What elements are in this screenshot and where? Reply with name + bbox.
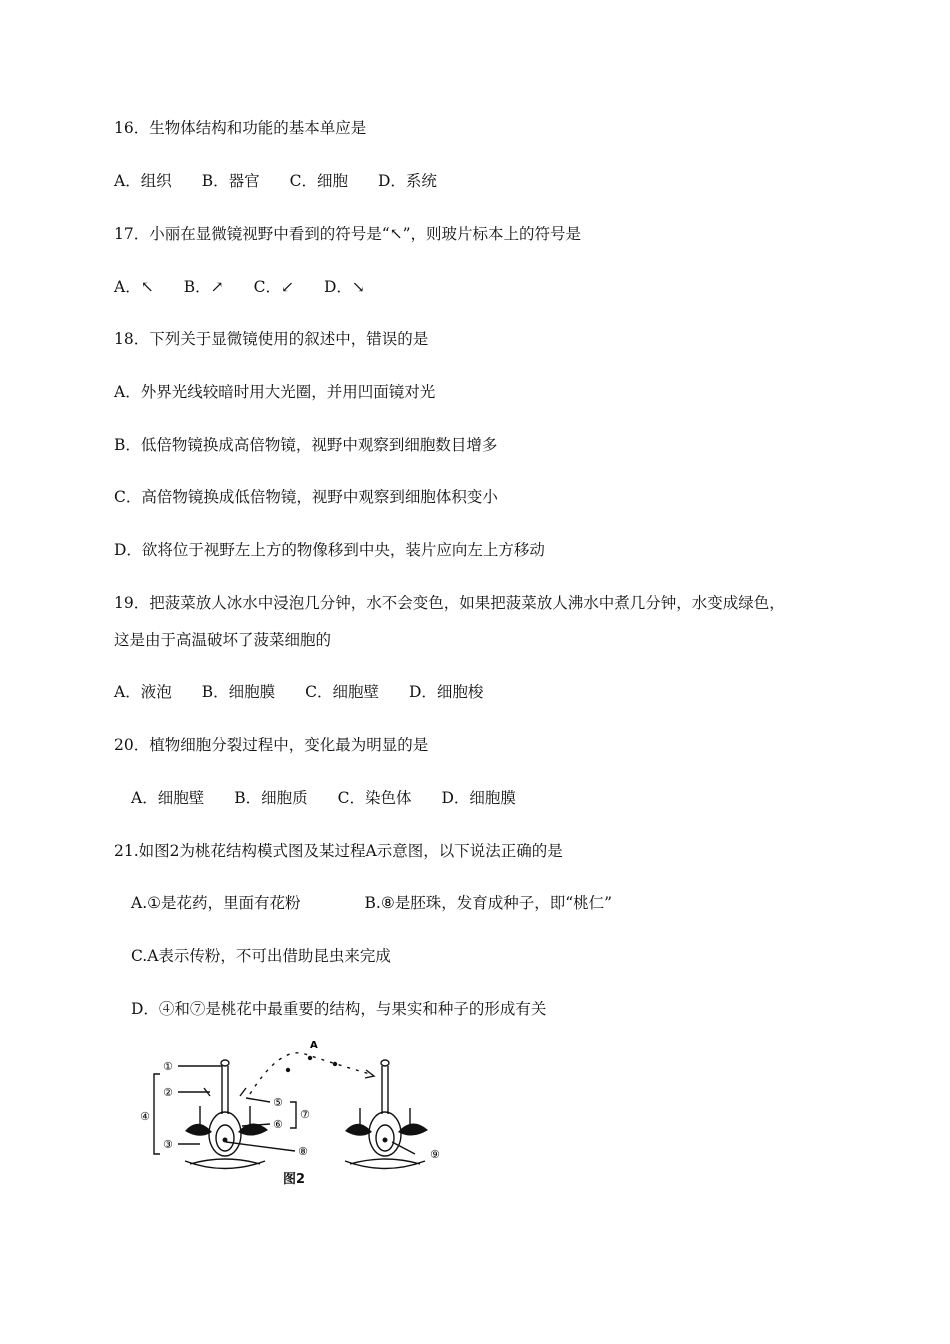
question-21-option-d[interactable]: D．④和⑦是桃花中最重要的结构，与果实和种子的形成有关: [131, 1000, 547, 1018]
option-c[interactable]: C．细胞: [289, 172, 348, 190]
option-a[interactable]: A．液泡: [114, 683, 172, 701]
option-d[interactable]: D．细胞梭: [408, 683, 484, 701]
label-2: ②: [163, 1086, 173, 1099]
question-21-option-c[interactable]: C.A表示传粉，不可出借助昆虫来完成: [131, 947, 391, 965]
question-17-stem: 17．小丽在显微镜视野中看到的符号是“↖”，则玻片标本上的符号是: [114, 225, 582, 243]
option-d[interactable]: D．细胞膜: [441, 789, 516, 807]
question-18-option-d[interactable]: D．欲将位于视野左上方的物像移到中央，装片应向左上方移动: [114, 541, 545, 559]
figure-caption: 图2: [283, 1172, 306, 1187]
option-a[interactable]: A．↖: [114, 278, 154, 296]
question-19-stem-cont: 这是由于高温破坏了菠菜细胞的: [114, 631, 332, 649]
process-a-label: A: [310, 1040, 318, 1051]
question-21-options-ab: [131, 893, 612, 913]
label-9: ⑨: [430, 1148, 440, 1161]
option-a[interactable]: A.①是花药，里面有花粉: [131, 894, 301, 912]
option-d[interactable]: D．↘: [323, 278, 365, 296]
label-6: ⑥: [273, 1118, 283, 1131]
option-b[interactable]: B.⑧是胚珠，发育成种子，即“桃仁”: [364, 894, 613, 912]
label-7: ⑦: [300, 1108, 310, 1121]
option-d[interactable]: D．系统: [377, 172, 437, 190]
option-a[interactable]: A．细胞壁: [131, 789, 205, 807]
option-c[interactable]: C．染色体: [337, 789, 412, 807]
question-18-stem: 18．下列关于显微镜使用的叙述中，错误的是: [114, 330, 429, 348]
option-b[interactable]: B．↗: [183, 278, 224, 296]
label-3: ③: [163, 1138, 173, 1151]
option-c[interactable]: C．↙: [253, 278, 294, 296]
question-18-option-c[interactable]: C．高倍物镜换成低倍物镜，视野中观察到细胞体积变小: [114, 488, 498, 506]
option-c[interactable]: C．细胞壁: [305, 683, 379, 701]
label-4: ④: [140, 1110, 150, 1123]
question-20-stem: 20．植物细胞分裂过程中，变化最为明显的是: [114, 736, 429, 754]
label-8: ⑧: [298, 1145, 308, 1158]
question-16-options: [114, 171, 437, 191]
question-19-options: [114, 682, 483, 702]
label-5: ⑤: [273, 1096, 283, 1109]
question-21-stem: 21.如图2为桃花结构模式图及某过程A示意图，以下说法正确的是: [114, 842, 563, 860]
option-b[interactable]: B．器官: [201, 172, 260, 190]
question-18-option-b[interactable]: B．低倍物镜换成高倍物镜，视野中观察到细胞数目增多: [114, 436, 498, 454]
question-17-options: [114, 277, 365, 297]
question-20-options: [131, 788, 516, 808]
question-19-stem: 19．把菠菜放人冰水中浸泡几分钟，水不会变色，如果把菠菜放人沸水中煮几分钟，水变成绿色，: [114, 594, 785, 612]
question-16-stem: 16．生物体结构和功能的基本单应是: [114, 119, 367, 137]
option-b[interactable]: B．细胞质: [234, 789, 308, 807]
label-1: ①: [163, 1060, 173, 1073]
option-a[interactable]: A．组织: [114, 172, 172, 190]
option-b[interactable]: B．细胞膜: [201, 683, 276, 701]
question-18-option-a[interactable]: A．外界光线较暗时用大光圈，并用凹面镜对光: [114, 383, 436, 401]
